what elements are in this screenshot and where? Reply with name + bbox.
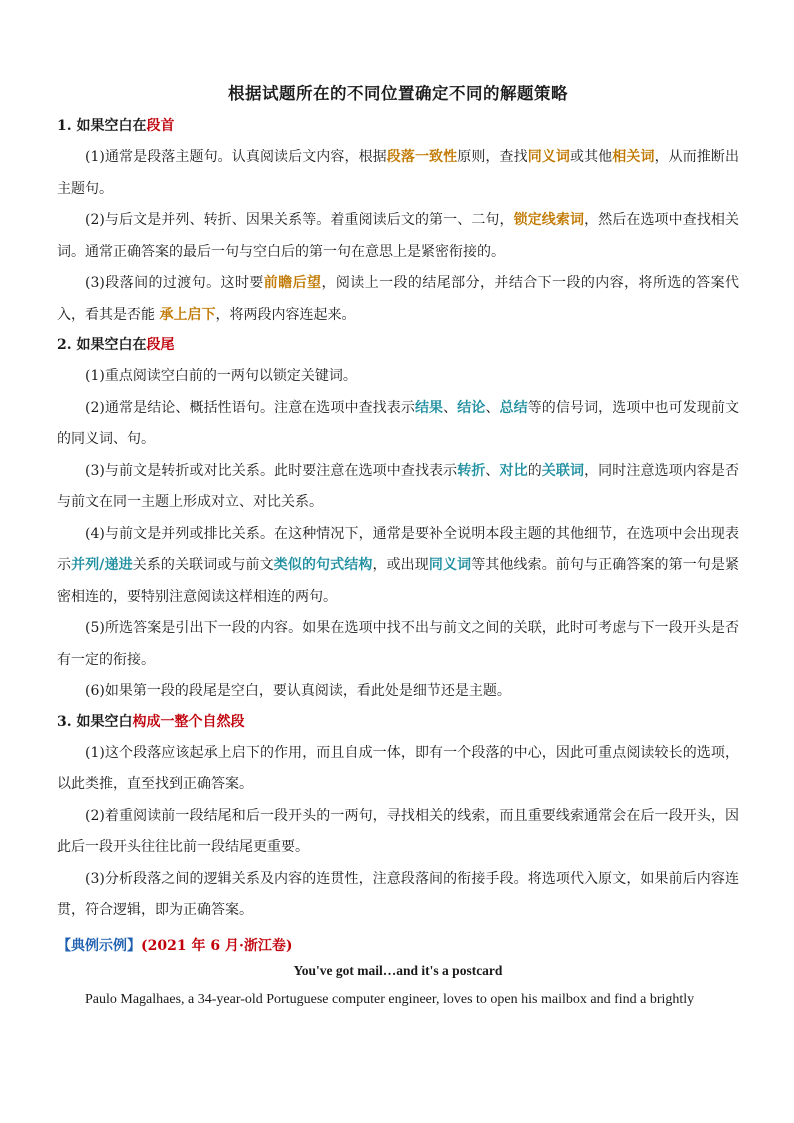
page-title: 根据试题所在的不同位置确定不同的解题策略: [228, 84, 568, 103]
text: (4)与前文是并列或排比关系。在这种情况下，通常是要补全说明本段主题的其他细节，在选项中会出现表示: [57, 525, 739, 573]
keyword: 类似的句式结构: [273, 557, 373, 573]
text: 等其他线索。前句与正确答案的第一句是紧密相连的，要特别注意阅读这样相连的两句。: [57, 557, 740, 605]
example-heading: [57, 935, 739, 957]
section-2-heading: [57, 335, 739, 355]
text: (2)与后文是并列、转折、因果关系等。着重阅读后文的第一、二句，: [85, 212, 514, 228]
keyword: 段落一致性: [386, 149, 458, 165]
text: 的: [527, 462, 542, 479]
text: (3)段落间的过渡句。这时要: [85, 275, 264, 291]
section-3-para-1: (1)这个段落应该起承上启下的作用，而且自成一体，即有一个段落的中心，因此可重点阅读较长的选项，以此类推，直至找到正确答案。: [57, 744, 739, 792]
section-2-para-5: (5)所选答案是引出下一段的内容。如果在选项中找不出与前文之间的关联，此时可考虑与下一段开头是否有一定的衔接。: [57, 620, 739, 668]
text: (2)通常是结论、概括性语句。注意在选项中查找表示: [85, 399, 415, 416]
keyword: 前瞻后望: [263, 275, 322, 291]
section-2-para-6: (6)如果第一段的段尾是空白，要认真阅读，看此处是细节还是主题。: [85, 683, 511, 699]
section-1-heading: [57, 116, 739, 136]
example-label: 【典例示例】: [57, 937, 141, 954]
section-2-para-4: [57, 519, 739, 614]
text: 、: [485, 399, 500, 416]
section-2-para-2: [57, 393, 739, 456]
section-3-heading: [57, 712, 739, 732]
section-3-key: 构成一整个自然段: [132, 713, 245, 730]
example-source: (2021 年 6 月·浙江卷): [141, 937, 293, 954]
keyword: 关联词: [541, 462, 585, 479]
section-2-para-1: (1)重点阅读空白前的一两句以锁定关键词。: [85, 368, 357, 384]
text: 关系的关联词或与前文: [132, 557, 274, 573]
section-1-para-3: [57, 268, 739, 331]
section-3-prefix: 3. 如果空白: [57, 713, 133, 730]
keyword: 结论: [457, 399, 486, 416]
keyword: 锁定线索词: [513, 212, 585, 228]
keyword: 总结: [499, 399, 528, 416]
text: 、: [443, 399, 458, 416]
text: (1)通常是段落主题句。认真阅读后文内容，根据: [85, 149, 387, 165]
keyword: 结果: [414, 399, 444, 416]
passage-title: You've got mail…and it's a postcard: [293, 962, 503, 978]
section-1-para-1: [57, 142, 739, 205]
keyword: 对比: [499, 462, 528, 479]
section-3-para-3: (3)分析段落之间的逻辑关系及内容的连贯性，注意段落间的衔接手段。将选项代入原文，如果前后内容连贯，符合逻辑，即为正确答案。: [57, 870, 739, 918]
keyword: 同义词: [428, 557, 472, 573]
section-1-key: 段首: [146, 118, 175, 134]
text: 、: [485, 462, 500, 479]
keyword: 并列/递进: [71, 557, 133, 573]
text: ，或出现: [372, 557, 429, 573]
text: ，阅读上一段的结尾部分，并结合下一段的内容，将所选的答案代入，看其是否能: [57, 275, 740, 323]
keyword: 相关词: [612, 149, 655, 165]
section-2-prefix: 2. 如果空白在: [57, 337, 147, 353]
text: 或其他: [570, 149, 613, 165]
section-1-prefix: 1. 如果空白在: [57, 118, 147, 134]
section-2-key: 段尾: [146, 337, 175, 353]
text: 原则，查找: [457, 149, 528, 165]
section-3-para-2: (2)着重阅读前一段结尾和后一段开头的一两句，寻找相关的线索，而且重要线索通常会在后一段开头，因此后一段开头往往比前一段结尾更重要。: [57, 807, 739, 855]
text: ，然后在选项中查找相关词。通常正确答案的最后一句与空白后的第一句在意思上是紧密衔接的。: [57, 212, 740, 260]
text: ，同时注意选项内容是否与前文在同一主题上形成对立、对比关系。: [57, 462, 740, 510]
passage-text: Paulo Magalhaes, a 34-year-old Portuguese computer engineer, loves to open his mailbox and find a brightly: [85, 991, 695, 1007]
keyword: 承上启下: [159, 306, 216, 323]
text: 等的信号词，选项中也可发现前文的同义词、句。: [57, 399, 740, 447]
keyword: 同义词: [527, 149, 570, 165]
text: ，将两段内容连起来。: [215, 306, 356, 323]
text: (3)与前文是转折或对比关系。此时要注意在选项中查找表示: [85, 462, 458, 479]
section-2-para-3: [57, 456, 739, 519]
text: ，从而推断出主题句。: [57, 149, 740, 197]
section-1-para-2: [57, 205, 739, 268]
keyword: 转折: [457, 462, 486, 479]
document-page: [57, 80, 739, 1011]
